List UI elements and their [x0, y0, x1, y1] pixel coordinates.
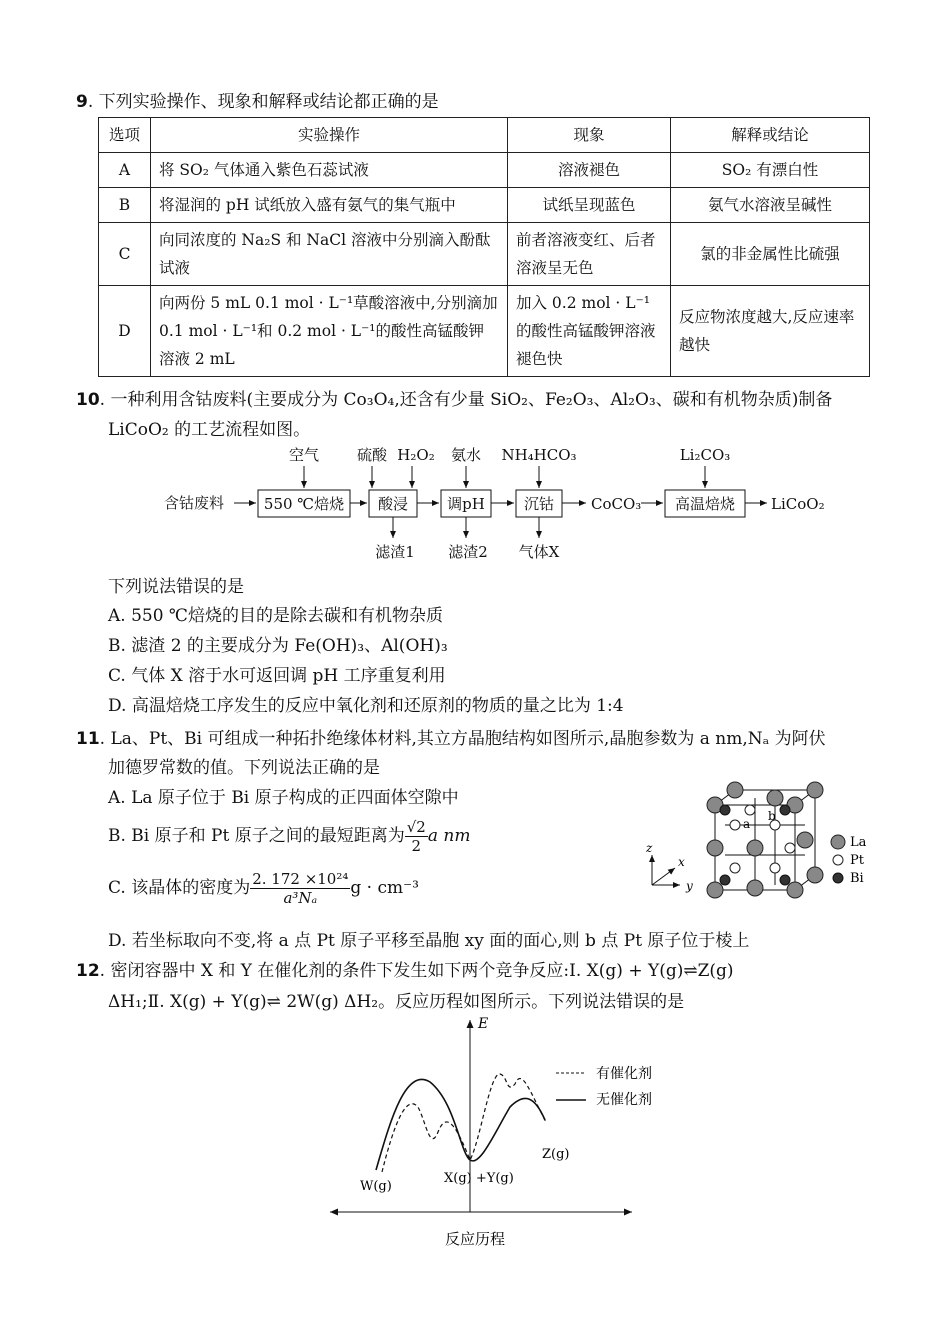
header-conclusion: 解释或结论 — [671, 118, 870, 153]
fraction-numerator: √2 — [406, 818, 426, 836]
input-nh4hco3: NH₄HCO₃ — [501, 446, 577, 464]
legend-bi: Bi — [850, 871, 864, 886]
row-option: B — [99, 188, 151, 223]
q10-stem-text: . 一种利用含钴废料(主要成分为 Co₃O₄,还含有少量 SiO₂、Fe₂O₃、Al₂O₃、碳和有机物杂质)制备 — [99, 390, 833, 410]
q9-stem — [76, 87, 439, 112]
axis-x: x — [678, 855, 685, 869]
row-phenomenon: 前者溶液变红、后者溶液呈无色 — [508, 223, 671, 286]
q12-stem-line2: ΔH₁;Ⅱ. X(g) + Y(g)⇌ 2W(g) ΔH₂。反应历程如图所示。下列说法错误的是 — [108, 992, 685, 1012]
q11-stem-line2: 加德罗常数的值。下列说法正确的是 — [108, 758, 380, 778]
flow-step-acid: 酸浸 — [377, 495, 409, 513]
q10-option-a: A. 550 ℃焙烧的目的是除去碳和有机物杂质 — [108, 606, 443, 626]
flow-step-calcine: 高温焙烧 — [674, 495, 736, 513]
row-operation: 将湿润的 pH 试纸放入盛有氨气的集气瓶中 — [151, 188, 508, 223]
legend-no-catalyst: 无催化剂 — [596, 1092, 652, 1108]
output-residue2: 滤渣2 — [448, 543, 488, 561]
option-b-text: B. Bi 原子和 Pt 原子之间的最短距离为 — [108, 826, 405, 846]
table-row — [99, 188, 870, 223]
q9-table — [98, 117, 870, 377]
row-operation: 将 SO₂ 气体通入紫色石蕊试液 — [151, 153, 508, 188]
q11-option-d: D. 若坐标取向不变,将 a 点 Pt 原子平移至晶胞 xy 面的面心,则 b 点 Pt 原子位于棱上 — [108, 931, 750, 951]
flow-step-precip: 沉钴 — [523, 495, 555, 513]
x-axis-label: 反应历程 — [444, 1230, 506, 1248]
point-a: a — [743, 817, 751, 831]
q10-option-c: C. 气体 X 溶于水可返回调 pH 工序重复利用 — [108, 666, 446, 686]
header-phenomenon: 现象 — [508, 118, 671, 153]
q11-option-c — [108, 870, 419, 907]
q12-number: 12 — [76, 961, 100, 981]
legend-pt: Pt — [850, 853, 864, 868]
point-b: b — [768, 809, 776, 823]
row-option: C — [99, 223, 151, 286]
input-acid: 硫酸 — [356, 446, 388, 464]
row-option: A — [99, 153, 151, 188]
row-option: D — [99, 286, 151, 377]
option-b-unit: a nm — [427, 826, 471, 846]
fraction-denominator: a³Nₐ — [283, 889, 318, 907]
q10-number: 10 — [76, 390, 100, 410]
header-operation: 实验操作 — [151, 118, 508, 153]
input-ammonia: 氨水 — [450, 446, 482, 464]
fraction-numerator: 2. 172 ×10²⁴ — [252, 870, 349, 888]
flow-mid: CoCO₃ — [591, 495, 642, 513]
row-conclusion: 氯的非金属性比硫强 — [671, 223, 870, 286]
q9-stem-text: . 下列实验操作、现象和解释或结论都正确的是 — [87, 92, 439, 112]
crystal-cell-figure — [640, 780, 880, 900]
axis-y: y — [686, 879, 693, 893]
flow-step-ph: 调pH — [447, 495, 485, 513]
legend-catalyst: 有催化剂 — [596, 1066, 652, 1082]
output-gas-x: 气体X — [518, 543, 560, 561]
row-operation: 向同浓度的 Na₂S 和 NaCl 溶液中分别滴入酚酞试液 — [151, 223, 508, 286]
fraction-sqrt2-over-2 — [405, 818, 428, 855]
output-residue1: 滤渣1 — [375, 543, 415, 561]
fraction-denominator: 2 — [411, 837, 422, 855]
q12-stem-text: . 密闭容器中 X 和 Y 在催化剂的条件下发生如下两个竞争反应:Ⅰ. X(g) + Y(g)⇌Z(g) — [99, 961, 734, 981]
q11-number: 11 — [76, 729, 100, 749]
q9-number: 9 — [76, 92, 88, 112]
axis-z: z — [646, 841, 653, 855]
input-air: 空气 — [288, 446, 320, 464]
energy-profile-graph — [320, 1012, 652, 1257]
q10-option-d: D. 高温焙烧工序发生的反应中氧化剂和还原剂的物质的量之比为 1:4 — [108, 696, 624, 716]
flow-step-roast: 550 ℃焙烧 — [263, 495, 345, 513]
label-z: Z(g) — [542, 1147, 570, 1162]
flow-end: LiCoO₂ — [771, 495, 825, 513]
fraction-density — [250, 870, 350, 907]
process-flow-diagram — [150, 440, 850, 570]
row-conclusion: 反应物浓度越大,反应速率越快 — [671, 286, 870, 377]
q11-option-b — [108, 818, 470, 855]
label-xy: X(g) +Y(g) — [444, 1171, 514, 1186]
table-row — [99, 286, 870, 377]
input-h2o2: H₂O₂ — [397, 446, 435, 464]
option-c-unit: g · cm⁻³ — [350, 878, 419, 898]
row-phenomenon: 加入 0.2 mol · L⁻¹的酸性高锰酸钾溶液褪色快 — [508, 286, 671, 377]
q11-stem — [76, 724, 826, 749]
table-row — [99, 153, 870, 188]
flow-start: 含钴废料 — [164, 494, 225, 512]
legend-la: La — [850, 835, 867, 850]
q10-stem-line2: LiCoO₂ 的工艺流程如图。 — [108, 420, 311, 440]
row-operation: 向两份 5 mL 0.1 mol · L⁻¹草酸溶液中,分别滴加 0.1 mol · L⁻¹和 0.2 mol · L⁻¹的酸性高锰酸钾溶液 2 mL — [151, 286, 508, 377]
table-row — [99, 223, 870, 286]
q10-stem — [76, 385, 832, 410]
q10-question: 下列说法错误的是 — [108, 577, 244, 597]
y-axis-label: E — [478, 1016, 489, 1032]
row-phenomenon: 试纸呈现蓝色 — [508, 188, 671, 223]
row-phenomenon: 溶液褪色 — [508, 153, 671, 188]
q11-stem-text: . La、Pt、Bi 可组成一种拓扑绝缘体材料,其立方晶胞结构如图所示,晶胞参数为 a nm,Nₐ 为阿伏 — [99, 729, 826, 749]
no-catalyst-curve — [376, 1079, 545, 1170]
row-conclusion: 氨气水溶液呈碱性 — [671, 188, 870, 223]
q10-option-b: B. 滤渣 2 的主要成分为 Fe(OH)₃、Al(OH)₃ — [108, 636, 448, 656]
header-option: 选项 — [99, 118, 151, 153]
row-conclusion: SO₂ 有漂白性 — [671, 153, 870, 188]
q11-option-a: A. La 原子位于 Bi 原子构成的正四面体空隙中 — [108, 788, 459, 808]
input-li2co3: Li₂CO₃ — [679, 446, 731, 464]
label-w: W(g) — [360, 1179, 392, 1194]
option-c-text: C. 该晶体的密度为 — [108, 878, 251, 898]
q12-stem — [76, 956, 734, 981]
table-header — [99, 118, 870, 153]
